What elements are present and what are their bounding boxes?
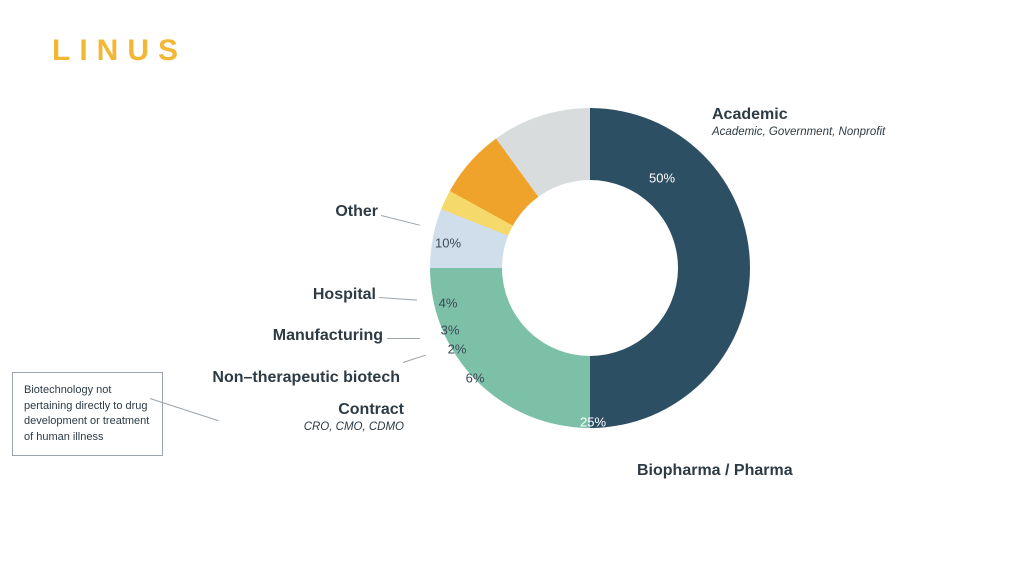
slice-value-academic: 50% xyxy=(648,170,676,186)
callout-academic-title: Academic xyxy=(712,106,788,123)
callout-hospital-title: Hospital xyxy=(312,286,376,303)
callout-biopharma xyxy=(637,461,793,481)
callout-other-title: Other xyxy=(335,203,378,220)
donut-chart xyxy=(430,108,750,428)
slice-value-contract: 6% xyxy=(465,370,485,386)
callout-manufacturing-title: Manufacturing xyxy=(272,327,383,344)
callout-nontherapeutic xyxy=(212,368,400,388)
callout-hospital xyxy=(313,285,376,305)
slice-value-other: 10% xyxy=(434,235,462,251)
callout-nontherapeutic-title: Non–therapeutic biotech xyxy=(212,369,400,386)
slice-value-nontherapeutic: 2% xyxy=(447,341,467,357)
callout-academic xyxy=(712,105,885,140)
callout-contract-title: Contract xyxy=(338,401,404,418)
leader-line-manufacturing xyxy=(387,338,420,339)
leader-line-nontherapeutic xyxy=(403,355,426,363)
slice-value-hospital: 4% xyxy=(438,295,458,311)
slice-value-manufacturing: 3% xyxy=(440,322,460,338)
callout-manufacturing xyxy=(273,326,383,346)
leader-line-hospital xyxy=(379,297,417,301)
callout-academic-sub: Academic, Government, Nonprofit xyxy=(712,126,886,138)
callout-biopharma-title: Biopharma / Pharma xyxy=(637,462,793,479)
slice-value-biopharma: 25% xyxy=(579,414,607,430)
callout-contract xyxy=(304,400,404,435)
donut-hole xyxy=(502,180,678,356)
leader-line-other xyxy=(381,215,420,226)
callout-contract-sub: CRO, CMO, CDMO xyxy=(303,421,404,433)
footnote-text: Biotechnology not pertaining directly to drug development or treatment of human illness xyxy=(24,384,150,443)
footnote-box xyxy=(12,372,163,456)
linus-logo: LINUS xyxy=(52,34,187,67)
callout-other xyxy=(335,202,378,222)
